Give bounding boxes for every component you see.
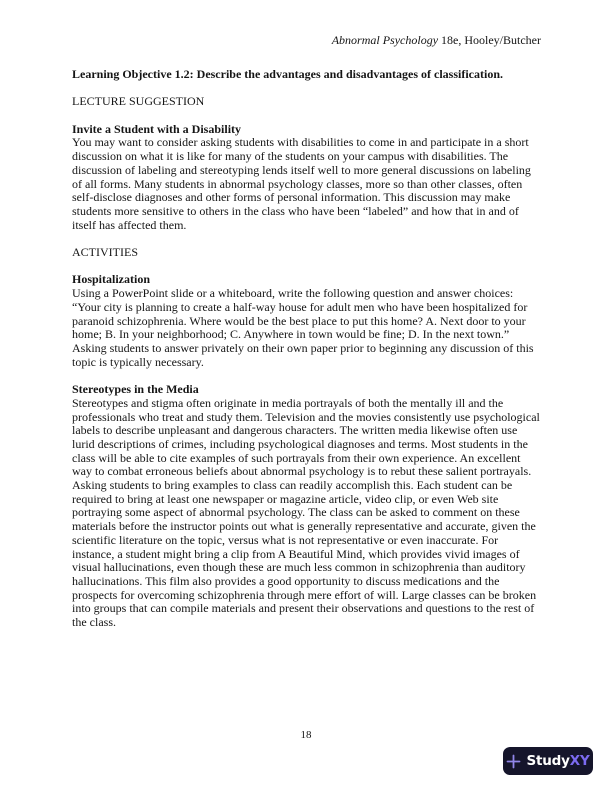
- document-body: [72, 68, 542, 643]
- section-heading: Stereotypes in the Media: [72, 382, 199, 397]
- section-heading: Hospitalization: [72, 272, 151, 287]
- activity-item: [72, 273, 542, 369]
- lecture-suggestion-label: LECTURE SUGGESTION: [72, 94, 205, 109]
- lecture-suggestion-item: [72, 123, 542, 233]
- brand-name-primary: Study: [526, 753, 570, 769]
- section-body: Stereotypes and stigma often originate in media portrayals of both the mentally ill and the professionals who treat and study them. Television and the movies consistently use psychological labels to describe unpleasant and dangerous characters. The written media likewise often use lurid descriptions of crimes, including psychological diagnoses and terms. Most students in the class will be able to cite examples of such portrayals from their own experience. An excellent way to combat erroneous beliefs about abnormal psychology is to rebut these salient portrayals. Asking students to bring examples to class can readily accomplish this. Each student can be required to bring at least one newspaper or magazine article, video clip, or even Web site portraying some aspect of abnormal psychology. The class can be asked to comment on these materials before the instructor points out what is generally representative and accurate, given the scientific literature on the topic, versus what is not representative or even inaccurate. For instance, a student might bring a clip from A Beautiful Mind, which provides vivid images of visual hallucinations, even though these are much less common in schizophrenia than auditory hallucinations. This film also provides a good opportunity to discuss medications and the prospects for overcoming schizophrenia through mere effort of will. Large classes can be broken into groups that can compile materials and present their observations and questions to the rest of the class.: [72, 395, 540, 630]
- activities-label: ACTIVITIES: [72, 245, 138, 260]
- section-body: Using a PowerPoint slide or a whiteboard, write the following question and answer choices: “Your city is planning to create a half-way house for adult men who have been hospitalized for paranoid schizophrenia. Where would be the best place to put this home? A. Next door to your home; B. In your neighborhood; C. Anywhere in town would be fine; D. In the next town.” Asking students to answer privately on their own paper prior to beginning any discussion of this topic is typically necessary.: [72, 286, 534, 369]
- brand-wordmark: [526, 753, 589, 769]
- section-heading: Invite a Student with a Disability: [72, 121, 242, 136]
- learning-objective-heading: Learning Objective 1.2: Describe the advantages and disadvantages of classification.: [72, 67, 503, 81]
- section-body: You may want to consider asking students with disabilities to come in and participate in a short discussion on what it is like for many of the students on your campus with disabilities. The discussion of labeling and stereotyping lends itself well to more general discussions on labeling of all forms. Many students in abnormal psychology classes, more so than other classes, often self-disclose diagnoses and other forms of personal information. This discussion may make students more sensitive to others in the class who have been “labeled” and how that in and of itself has affected them.: [72, 135, 531, 232]
- page-number: 18: [300, 729, 312, 741]
- page-header-credit: [332, 33, 541, 47]
- brand-name-accent: XY: [569, 753, 590, 769]
- studyxy-logo-badge[interactable]: [503, 747, 593, 775]
- plus-icon: [506, 754, 521, 769]
- activity-item: [72, 383, 542, 630]
- book-title: Abnormal Psychology: [331, 33, 439, 47]
- book-edition-authors: 18e, Hooley/Butcher: [438, 33, 541, 47]
